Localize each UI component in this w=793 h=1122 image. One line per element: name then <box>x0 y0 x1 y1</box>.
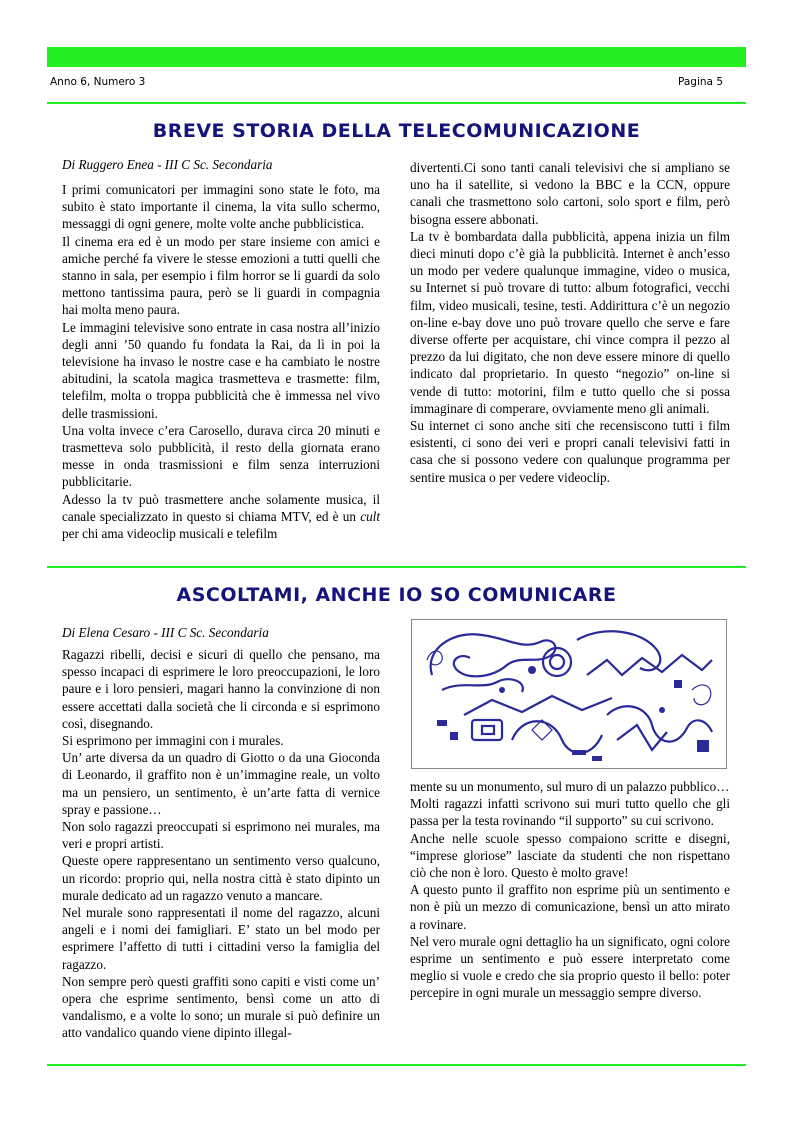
paragraph: Una volta invece c’era Carosello, durava circa 20 minuti e trasmetteva solo pubblicità, il resto della giornata erano messe in onda trasmissioni e film senza interruzioni pubblicitarie. <box>62 422 380 490</box>
header-rule <box>47 102 746 104</box>
paragraph: Le immagini televisive sono entrate in casa nostra all’inizio degli anni ’50 quando fu fondata la Rai, da lì in poi la televisione ha invaso le nostre case e ha cambiato le nostre abitudini, la scatola magica trasmetteva e trasmette: film, telefilm, molta o troppa pubblicità che è immessa nel vivo delle trasmissioni. <box>62 319 380 421</box>
paragraph: Si esprimono per immagini con i murales. <box>62 733 284 749</box>
article2-column-left <box>62 646 380 1042</box>
emphasis-cult: cult <box>360 508 380 524</box>
page-number: Pagina 5 <box>678 76 723 88</box>
paragraph: Anche nelle scuole spesso compaiono scritte e disegni, “imprese gloriose” lasciate da studenti che non rispettano ciò che non è loro. Questo è molto grave! <box>410 830 730 881</box>
paragraph: Non sempre però questi graffiti sono capiti e visti come un’ opera che esprime sentimento, bensì come un atto di vandalismo, e a volte lo sono; un murale si può definire un atto vandalico quando viene dipinto illegal- <box>62 973 380 1041</box>
article1-column-right <box>410 159 730 486</box>
paragraph: Nel vero murale ogni dettaglio ha un significato, ogni colore esprime un sentimento e può essere interpretato come meglio si vuole e credo che sia proprio questo il bello: poter percepire in ogni murale un messaggio sempre diverso. <box>410 933 730 1001</box>
article1-byline: Di Ruggero Enea - III C Sc. Secondaria <box>62 157 273 172</box>
article1-column-left <box>62 181 380 542</box>
text-run: per chi ama videoclip musicali e telefilm <box>62 526 278 542</box>
article1-title: BREVE STORIA DELLA TELECOMUNICAZIONE <box>152 120 641 142</box>
paragraph: Un’ arte diversa da un quadro di Giotto o da una Gioconda di Leonardo, il graffito non è un’immagine reale, un volto ma un pensiero, un sentimento, è un’arte fatta di vernice spray e passione… <box>62 750 380 817</box>
paragraph: Non solo ragazzi preoccupati si esprimono nei murales, ma veri e propri artisti. <box>62 819 380 852</box>
paragraph: A questo punto il graffito non esprime più un sentimento e non è più un mezzo di comunicazione, bensì un atto mirato a rovinare. <box>410 882 730 932</box>
paragraph: Molti ragazzi infatti scrivono sui muri tutto quello che gli passa per la testa rovinando “il supporto” su cui scrivono. <box>410 796 730 829</box>
article2-byline: Di Elena Cesaro - III C Sc. Secondaria <box>62 625 269 640</box>
graffiti-icon <box>412 620 726 768</box>
paragraph: divertenti.Ci sono tanti canali televisivi che si ampliano se uno ha il satellite, si vedono la BBC e la CCN, oppure canali che trasmettono solo cartoni, solo sport e film, però bisogna essere abbonati. <box>410 160 730 227</box>
paragraph: mente su un monumento, sul muro di un palazzo pubblico… <box>410 779 730 794</box>
text-run: Adesso la tv può trasmettere anche solamente musica, il canale specializzato in questo si chiama MTV, ed è un <box>62 491 380 524</box>
graffiti-illustration <box>411 619 727 769</box>
section-rule <box>47 566 746 568</box>
article2-column-right <box>410 778 730 1002</box>
article2-title: ASCOLTAMI, ANCHE IO SO COMUNICARE <box>176 584 617 606</box>
paragraph: Il cinema era ed è un modo per stare insieme con amici e amiche perché fa vivere le stesse emozioni a tutti quelli che stanno in sala, per esempio i film horror se li guardi da solo mettono tantissima paura, però se li guardi in compagnia hai molta meno paura. <box>62 233 380 318</box>
footer-rule <box>47 1064 746 1066</box>
paragraph: Ragazzi ribelli, decisi e sicuri di quello che pensano, ma spesso incapaci di esprimere le loro preoccupazioni, le loro paure e i loro pensieri, magari hanno la convinzione di non essere accettati dalla società che li circonda e si esprimono così, disegnando. <box>62 647 380 731</box>
paragraph: Su internet ci sono anche siti che recensiscono tutti i film esistenti, ci sono dei veri e propri canali televisivi fatti in casa che si possono vedere con qualunque programma per sentire musica o per vedere videoclip. <box>410 418 730 485</box>
issue-number: Anno 6, Numero 3 <box>50 76 146 88</box>
paragraph: Nel murale sono rappresentati il nome del ragazzo, alcuni angeli e i nomi dei famigliari. E’ stato un bel modo per esprimere l’affetto di tutti i cittadini verso la famiglia del ragazzo. <box>62 905 380 972</box>
paragraph <box>62 491 380 543</box>
top-green-bar <box>47 47 746 67</box>
paragraph: I primi comunicatori per immagini sono state le foto, ma subito è stato importante il cinema, la vita sullo schermo, messaggi di ogni genere, molte volte anche pubblicistica. <box>62 182 380 232</box>
paragraph: Queste opere rappresentano un sentimento verso qualcuno, un ricordo: proprio qui, nella nostra città è stato dipinto un murale dedicato ad un ragazzo venuto a mancare. <box>62 853 380 903</box>
paragraph: La tv è bombardata dalla pubblicità, appena inizia un film dieci minuti dopo c’è già la pubblicità. Internet è anch’esso un modo per vedere qualunque immagine, video o musica, su Internet si può trovare di tutto: album fotografici, vecchi film, video musicali, tesine, testi. Addirittura c’è un negozio on-line e-bay dove uno può trovare quello che serve e fare diverse offerte per acquistare, chi vince compra il pezzo al prezzo da lui digitato, che non deve essere minore di quello indicato dal proprietario. In questo “negozio” on-line si vende di tutto: motorini, film e tutto quello che si possa immaginare di comperare, ovviamente meno gli animali. <box>410 228 730 416</box>
